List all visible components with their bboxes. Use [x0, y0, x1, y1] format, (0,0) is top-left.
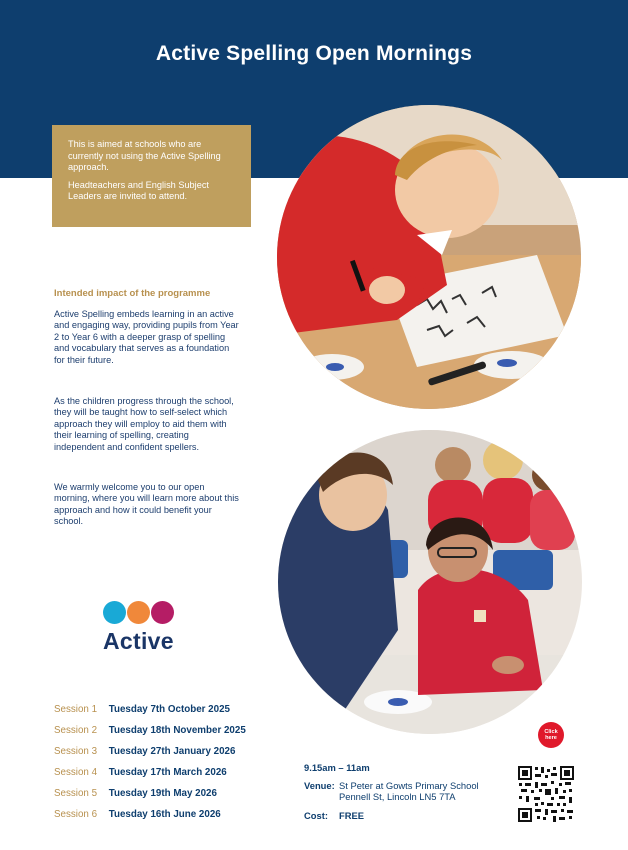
intro-box — [52, 125, 251, 227]
intro-audience-text: This is aimed at schools who are currently not using the Active Spelling approach. — [68, 139, 221, 173]
venue-name: St Peter at Gowts Primary School — [339, 780, 479, 791]
click-here-label: Click here — [544, 729, 558, 741]
session-label: Session 3 — [54, 746, 98, 757]
impact-paragraph-1: Active Spelling embeds learning in an active and engaging way, providing pupils from Year 2 to Year 6 with a deeper grasp of spelling and vocabulary that serves as a foundation for their future. — [54, 309, 239, 365]
intro-invite-text: Headteachers and English Subject Leaders are invited to attend. — [68, 179, 209, 202]
session-row — [54, 788, 246, 809]
event-time: 9.15am – 11am — [304, 762, 370, 773]
venue-label: Venue: — [304, 780, 335, 791]
session-row — [54, 767, 246, 788]
session-date: Tuesday 17th March 2026 — [108, 767, 227, 778]
session-date: Tuesday 19th May 2026 — [108, 788, 217, 799]
cost-label: Cost: — [304, 810, 328, 821]
venue-street: Pennell St, Lincoln LN5 7TA — [339, 791, 456, 803]
impact-paragraph-3: We warmly welcome you to our open morning, where you will learn more about this approach and how it could benefit your school. — [54, 482, 239, 527]
session-label: Session 1 — [54, 704, 98, 715]
session-row — [54, 746, 246, 767]
logo-dot-cyan — [103, 601, 126, 624]
photo-teacher-and-pupil — [278, 430, 582, 734]
photo-boy-writing — [277, 105, 581, 409]
logo-dot-magenta — [151, 601, 174, 624]
qr-code-icon — [517, 765, 575, 823]
impact-heading: Intended impact of the programme — [54, 288, 211, 299]
venue-address — [339, 780, 529, 803]
session-label: Session 4 — [54, 767, 98, 778]
impact-paragraph-2: As the children progress through the school, they will be taught how to self-select which approach they will employ to aid them with their learning of spelling, creating independent and confident spellers. — [54, 396, 234, 452]
session-list — [54, 704, 246, 830]
session-date: Tuesday 18th November 2025 — [108, 725, 246, 736]
session-label: Session 2 — [54, 725, 98, 736]
cost-value: FREE — [339, 810, 365, 821]
qr-code[interactable] — [517, 765, 575, 823]
session-label: Session 6 — [54, 809, 98, 820]
active-logo-dots — [103, 601, 183, 625]
session-date: Tuesday 7th October 2025 — [108, 704, 230, 715]
session-date: Tuesday 27th January 2026 — [108, 746, 236, 757]
session-row — [54, 704, 246, 725]
click-here-button[interactable] — [538, 722, 564, 748]
session-date: Tuesday 16th June 2026 — [108, 809, 221, 820]
session-row — [54, 725, 246, 746]
session-label: Session 5 — [54, 788, 98, 799]
active-logo-word: Active — [103, 628, 174, 654]
logo-dot-orange — [127, 601, 150, 624]
session-row — [54, 809, 246, 830]
page-title: Active Spelling Open Mornings — [155, 42, 473, 65]
